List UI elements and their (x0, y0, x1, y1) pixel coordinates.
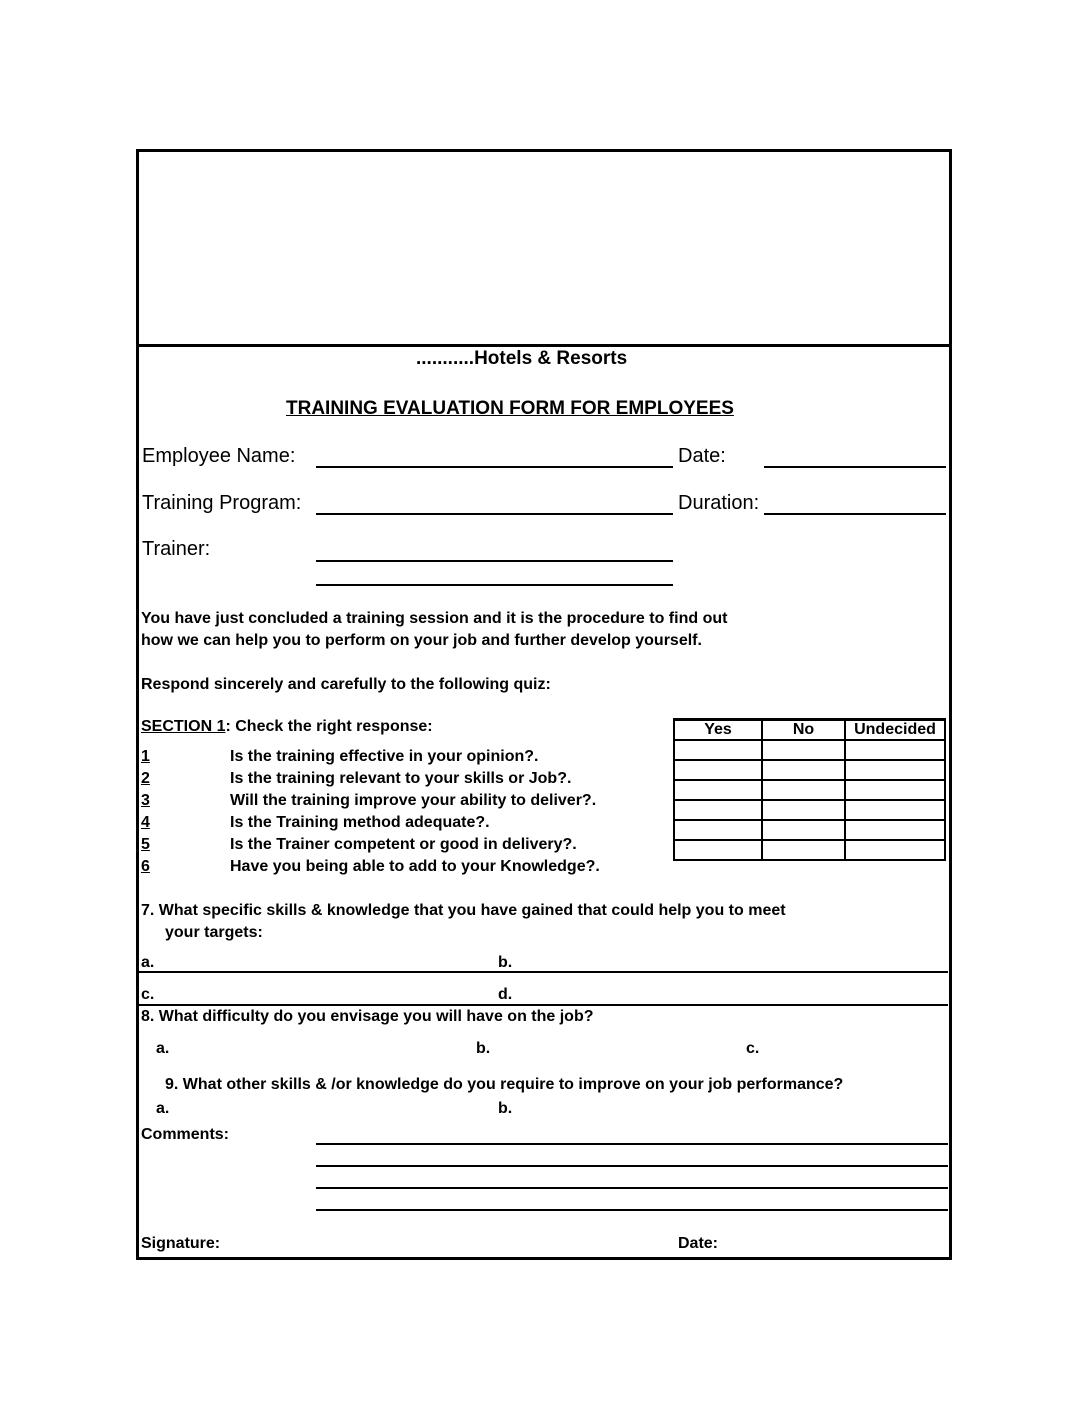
instruction-text: Respond sincerely and carefully to the following quiz: (141, 676, 551, 693)
response-grid-header (674, 720, 945, 741)
undecided-cell[interactable] (845, 780, 945, 800)
q8-text: 8. What difficulty do you envisage you will have on the job? (141, 1008, 594, 1025)
employee-name-field[interactable] (316, 466, 673, 468)
response-row (674, 840, 945, 860)
undecided-cell[interactable] (845, 800, 945, 820)
yes-cell[interactable] (674, 780, 762, 800)
question-number: 1 (141, 748, 150, 765)
comments-line-2[interactable] (316, 1165, 948, 1167)
trainer-field-1[interactable] (316, 560, 673, 562)
column-yes: Yes (674, 720, 762, 741)
section1-label: SECTION 1 (141, 718, 226, 735)
question-text: Have you being able to add to your Knowledge?. (230, 858, 600, 875)
comments-line-1[interactable] (316, 1143, 948, 1145)
yes-cell[interactable] (674, 740, 762, 760)
column-no: No (762, 720, 845, 741)
undecided-cell[interactable] (845, 820, 945, 840)
question-number: 2 (141, 770, 150, 787)
q7-label-c: c. (141, 986, 155, 1003)
yes-cell[interactable] (674, 800, 762, 820)
response-row (674, 760, 945, 780)
intro-line-1: You have just concluded a training session and it is the procedure to find out (141, 610, 728, 627)
no-cell[interactable] (762, 760, 845, 780)
q7-answer-line-cd[interactable] (138, 1004, 948, 1006)
undecided-cell[interactable] (845, 760, 945, 780)
training-program-field[interactable] (316, 513, 673, 515)
comments-line-3[interactable] (316, 1187, 948, 1189)
column-undecided: Undecided (845, 720, 945, 741)
trainer-field-2[interactable] (316, 584, 673, 586)
logo-area-divider (136, 344, 952, 347)
no-cell[interactable] (762, 820, 845, 840)
response-row (674, 780, 945, 800)
response-row (674, 740, 945, 760)
question-number: 6 (141, 858, 150, 875)
date-label: Date: (678, 445, 726, 467)
q9-text: 9. What other skills & /or knowledge do you require to improve on your job performance? (165, 1076, 844, 1093)
undecided-cell[interactable] (845, 840, 945, 860)
question-text: Is the training effective in your opinion?. (230, 748, 539, 765)
company-name: ...........Hotels & Resorts (416, 348, 628, 369)
q8-label-b: b. (476, 1040, 491, 1057)
question-text: Will the training improve your ability to deliver?. (230, 792, 597, 809)
intro-line-2: how we can help you to perform on your job and further develop yourself. (141, 632, 702, 649)
comments-line-4[interactable] (316, 1209, 948, 1211)
no-cell[interactable] (762, 740, 845, 760)
date-field[interactable] (764, 466, 946, 468)
employee-name-label: Employee Name: (142, 445, 296, 467)
response-row (674, 820, 945, 840)
yes-cell[interactable] (674, 840, 762, 860)
question-number: 3 (141, 792, 150, 809)
response-grid (673, 718, 946, 861)
section1-heading (141, 718, 433, 736)
q7-line-2: your targets: (165, 924, 263, 941)
undecided-cell[interactable] (845, 740, 945, 760)
q7-label-a: a. (141, 954, 155, 971)
q7-label-d: d. (498, 986, 513, 1003)
comments-label: Comments: (141, 1126, 230, 1143)
response-row (674, 800, 945, 820)
question-text: Is the Training method adequate?. (230, 814, 490, 831)
trainer-label: Trainer: (142, 538, 211, 560)
footer-date-label: Date: (678, 1235, 719, 1252)
question-number: 4 (141, 814, 150, 831)
q8-label-c: c. (746, 1040, 760, 1057)
form-title: TRAINING EVALUATION FORM FOR EMPLOYEES (286, 398, 734, 419)
yes-cell[interactable] (674, 820, 762, 840)
q8-label-a: a. (156, 1040, 170, 1057)
question-number: 5 (141, 836, 150, 853)
yes-cell[interactable] (674, 760, 762, 780)
signature-label: Signature: (141, 1235, 221, 1252)
no-cell[interactable] (762, 800, 845, 820)
q7-line-1: 7. What specific skills & knowledge that you have gained that could help you to meet (141, 902, 786, 919)
training-program-label: Training Program: (142, 492, 302, 514)
duration-field[interactable] (764, 513, 946, 515)
q9-label-b: b. (498, 1100, 513, 1117)
q7-answer-line-ab[interactable] (138, 971, 948, 973)
section1-suffix: : Check the right response: (225, 718, 433, 735)
no-cell[interactable] (762, 840, 845, 860)
duration-label: Duration: (678, 492, 760, 514)
q9-label-a: a. (156, 1100, 170, 1117)
no-cell[interactable] (762, 780, 845, 800)
question-text: Is the training relevant to your skills or Job?. (230, 770, 572, 787)
q7-label-b: b. (498, 954, 513, 971)
question-text: Is the Trainer competent or good in delivery?. (230, 836, 577, 853)
